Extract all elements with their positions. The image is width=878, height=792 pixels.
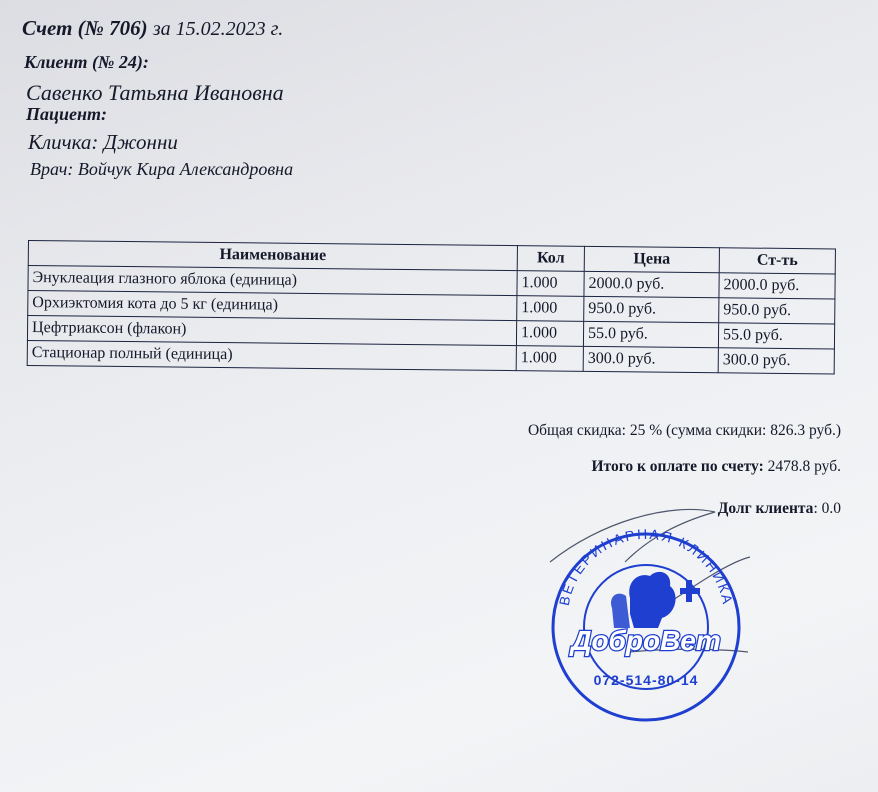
- cell-name: Орхиэктомия кота до 5 кг (единица): [28, 291, 517, 321]
- cell-name: Энуклеация глазного яблока (единица): [28, 266, 517, 296]
- cell-cost: 950.0 руб.: [719, 298, 835, 324]
- cell-qty: 1.000: [516, 321, 583, 347]
- cell-name: Стационар полный (единица): [27, 340, 516, 370]
- column-header-cost: Ст-ть: [719, 248, 835, 274]
- patient-label: Пациент:: [26, 104, 107, 124]
- column-header-qty: Кол: [517, 246, 584, 272]
- stamp-ring-text: ВЕТЕРИНАРНАЯ КЛИНИКА: [555, 525, 737, 608]
- stamp-brand: ДоброВет: [571, 625, 721, 656]
- debt-value: : 0.0: [813, 500, 841, 517]
- pet-name: Кличка: Джонни: [28, 130, 178, 154]
- cell-cost: 2000.0 руб.: [719, 273, 835, 299]
- clinic-stamp: [530, 502, 790, 722]
- invoice-number: Счет (№ 706): [22, 16, 148, 40]
- cell-price: 300.0 руб.: [583, 346, 718, 372]
- total-line: [592, 458, 842, 476]
- cell-name: Цефтриаксон (флакон): [27, 316, 516, 346]
- doctor-name: Врач: Войчук Кира Александровна: [30, 159, 294, 179]
- cell-cost: 55.0 руб.: [718, 323, 834, 349]
- client-label: Клиент (№ 24):: [24, 52, 149, 72]
- cell-cost: 300.0 руб.: [718, 348, 834, 374]
- total-label: Итого к оплате по счету:: [591, 458, 764, 475]
- cell-price: 950.0 руб.: [584, 296, 719, 322]
- services-table: [27, 240, 836, 374]
- stamp-phone: 072-514-80-14: [593, 672, 699, 688]
- cell-price: 2000.0 руб.: [584, 271, 719, 297]
- cell-qty: 1.000: [517, 271, 584, 297]
- column-header-name: Наименование: [28, 241, 517, 271]
- invoice-date: за 15.02.2023 г.: [152, 18, 284, 40]
- discount-line: Общая скидка: 25 % (сумма скидки: 826.3 руб.): [527, 422, 841, 439]
- debt-label: Долг клиента: [717, 500, 814, 517]
- pet-logo-icon: [611, 572, 700, 628]
- cell-qty: 1.000: [517, 296, 584, 322]
- total-value: 2478.8 руб.: [767, 458, 841, 475]
- column-header-price: Цена: [584, 246, 719, 272]
- cell-qty: 1.000: [516, 346, 583, 372]
- invoice-title: [22, 16, 283, 41]
- client-name: Савенко Татьяна Ивановна: [26, 80, 284, 105]
- cell-price: 55.0 руб.: [583, 321, 718, 347]
